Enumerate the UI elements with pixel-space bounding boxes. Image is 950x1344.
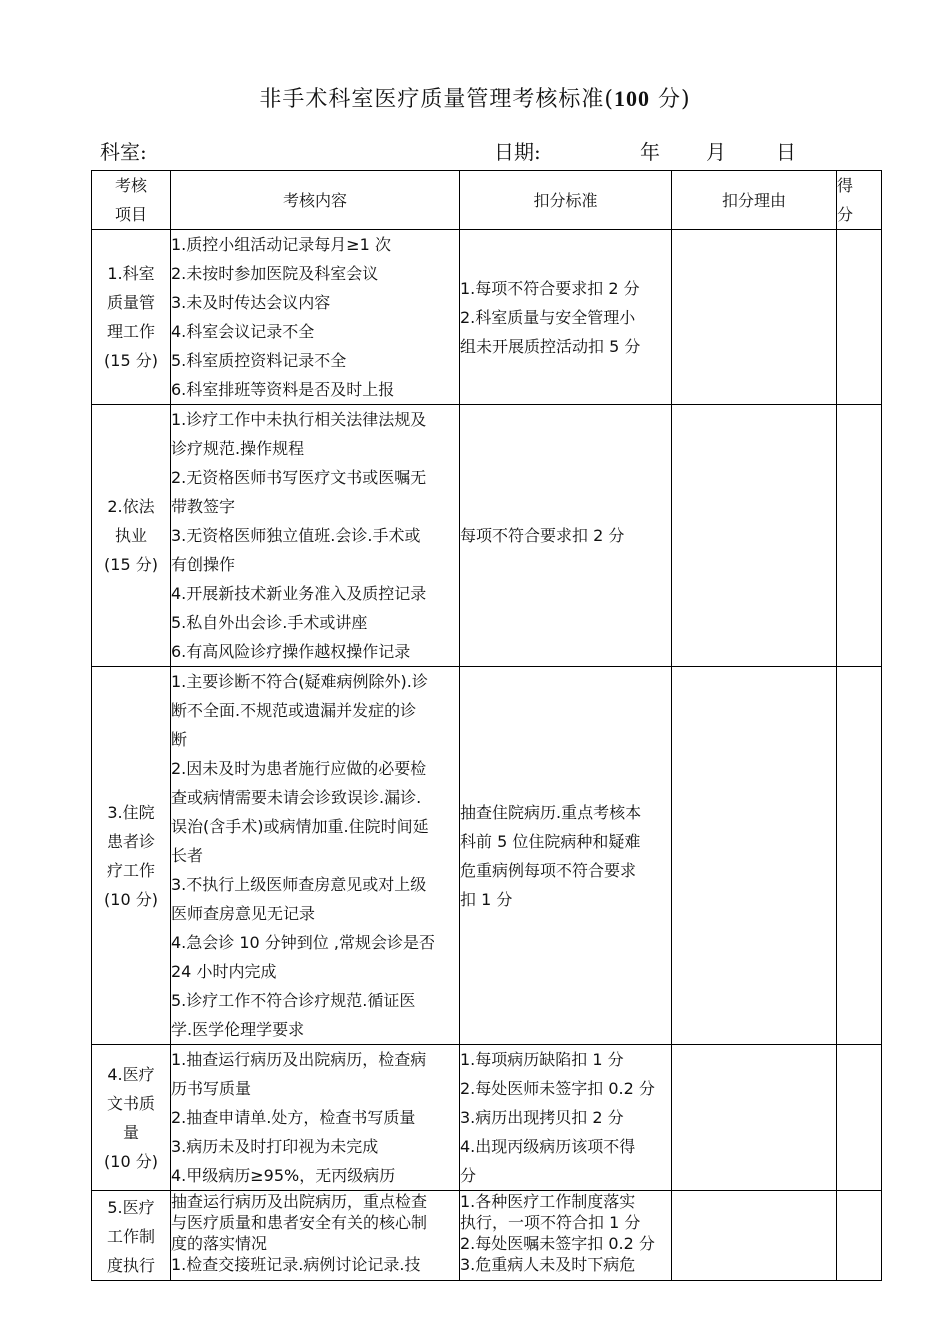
content-line: 度的落实情况 bbox=[171, 1234, 268, 1253]
item-line: 文书质 bbox=[106, 1093, 155, 1113]
header-criteria bbox=[460, 171, 672, 230]
header-text: 考核内容 bbox=[282, 190, 347, 210]
table-row bbox=[92, 1045, 882, 1191]
content-line: 3.未及时传达会议内容 bbox=[171, 293, 331, 312]
content-line: 3.病历未及时打印视为未完成 bbox=[171, 1137, 379, 1156]
item-line: 质量管 bbox=[106, 293, 155, 312]
content-line: 5.科室质控资料记录不全 bbox=[171, 351, 347, 370]
header-item bbox=[92, 171, 171, 230]
header-text: 扣分标准 bbox=[533, 190, 598, 210]
header-text: 项目 bbox=[114, 205, 147, 224]
document-title bbox=[0, 82, 950, 113]
content-line: 4.急会诊 10 分钟到位 ,常规会诊是否 bbox=[171, 933, 435, 952]
criteria-line: 1.每项病历缺陷扣 1 分 bbox=[460, 1050, 624, 1069]
content-line: 与医疗质量和患者安全有关的核心制 bbox=[171, 1213, 428, 1232]
item-line: 量 bbox=[122, 1122, 139, 1142]
item-line: (15 分) bbox=[104, 555, 158, 574]
criteria-cell bbox=[460, 1191, 672, 1281]
score-cell[interactable] bbox=[837, 1045, 882, 1191]
criteria-line: 4.出现丙级病历该项不得 bbox=[460, 1137, 636, 1156]
title-score: 100 bbox=[614, 86, 650, 111]
content-line: 抽查运行病历及出院病历，重点检查 bbox=[171, 1192, 428, 1211]
title-suffix: 分) bbox=[650, 87, 691, 112]
item-line: 疗工作 bbox=[106, 860, 155, 880]
item-line: 度执行 bbox=[106, 1256, 155, 1275]
reason-cell[interactable] bbox=[672, 667, 837, 1045]
item-line: 患者诊 bbox=[106, 831, 155, 851]
content-line: 断不全面.不规范或遗漏并发症的诊 bbox=[171, 701, 417, 720]
date-label: 日期: bbox=[494, 140, 541, 164]
department-label: 科室: bbox=[100, 140, 147, 164]
criteria-line: 2.科室质量与安全管理小 bbox=[460, 307, 636, 327]
criteria-line: 扣 1 分 bbox=[460, 889, 513, 909]
criteria-line: 科前 5 位住院病种和疑难 bbox=[460, 831, 641, 851]
reason-cell[interactable] bbox=[672, 1045, 837, 1191]
content-line: 2.因未及时为患者施行应做的必要检 bbox=[171, 759, 427, 778]
content-cell bbox=[171, 230, 460, 405]
content-cell bbox=[171, 405, 460, 667]
content-line: 医师查房意见无记录 bbox=[171, 904, 316, 923]
reason-cell[interactable] bbox=[672, 1191, 837, 1281]
content-line: 1.抽查运行病历及出院病历，检查病 bbox=[171, 1050, 427, 1069]
content-line: 查或病情需要未请会诊致误诊.漏诊. bbox=[171, 788, 422, 807]
score-cell[interactable] bbox=[837, 667, 882, 1045]
criteria-line: 3.危重病人未及时下病危 bbox=[460, 1255, 636, 1274]
header-text: 分 bbox=[837, 205, 854, 224]
content-cell bbox=[171, 667, 460, 1045]
content-line: 2.抽查申请单.处方，检查书写质量 bbox=[171, 1108, 416, 1127]
header-content bbox=[171, 171, 460, 230]
content-line: 长者 bbox=[171, 846, 204, 865]
content-line: 5.私自外出会诊.手术或讲座 bbox=[171, 613, 368, 632]
item-line: (10 分) bbox=[104, 1151, 158, 1171]
header-score bbox=[837, 171, 882, 230]
content-line: 2.无资格医师书写医疗文书或医嘱无 bbox=[171, 468, 427, 487]
content-cell bbox=[171, 1045, 460, 1191]
content-line: 6.有高风险诊疗操作越权操作记录 bbox=[171, 642, 411, 661]
header-row bbox=[92, 171, 882, 230]
criteria-cell bbox=[460, 405, 672, 667]
table-row bbox=[92, 667, 882, 1045]
content-line: 历书写质量 bbox=[171, 1079, 252, 1098]
content-line: 4.开展新技术新业务准入及质控记录 bbox=[171, 584, 427, 603]
item-line: (15 分) bbox=[104, 351, 158, 370]
content-line: 带教签字 bbox=[171, 497, 236, 516]
item-line: 1.科室 bbox=[107, 264, 155, 283]
item-cell bbox=[92, 667, 171, 1045]
header-reason bbox=[672, 171, 837, 230]
content-line: 1.诊疗工作中未执行相关法律法规及 bbox=[171, 410, 427, 429]
item-line: (10 分) bbox=[104, 889, 158, 909]
criteria-line: 组未开展质控活动扣 5 分 bbox=[460, 336, 641, 356]
table-row bbox=[92, 1191, 882, 1281]
criteria-line: 3.病历出现拷贝扣 2 分 bbox=[460, 1108, 624, 1127]
header-text: 得 bbox=[837, 176, 854, 195]
criteria-line: 危重病例每项不符合要求 bbox=[460, 860, 637, 880]
header-text: 考核 bbox=[114, 176, 147, 195]
item-cell bbox=[92, 405, 171, 667]
content-line: 5.诊疗工作不符合诊疗规范.循证医 bbox=[171, 991, 416, 1010]
item-cell bbox=[92, 1045, 171, 1191]
criteria-line: 每项不符合要求扣 2 分 bbox=[460, 526, 625, 545]
content-cell bbox=[171, 1191, 460, 1281]
content-line: 断 bbox=[171, 730, 188, 749]
content-line: 3.无资格医师独立值班.会诊.手术或 bbox=[171, 526, 421, 545]
criteria-line: 分 bbox=[460, 1166, 477, 1185]
assessment-table bbox=[91, 170, 882, 1281]
content-line: 诊疗规范.操作规程 bbox=[171, 439, 305, 458]
item-line: 理工作 bbox=[106, 322, 155, 341]
content-line: 6.科室排班等资料是否及时上报 bbox=[171, 380, 395, 399]
day-label: 日 bbox=[776, 140, 796, 164]
criteria-line: 抽查住院病历.重点考核本 bbox=[460, 802, 642, 822]
header-text: 扣分理由 bbox=[721, 190, 786, 210]
criteria-line: 执行，一项不符合扣 1 分 bbox=[460, 1213, 641, 1232]
content-line: 3.不执行上级医师查房意见或对上级 bbox=[171, 875, 427, 894]
item-line: 3.住院 bbox=[107, 802, 155, 822]
reason-cell[interactable] bbox=[672, 405, 837, 667]
content-line: 1.检查交接班记录.病例讨论记录.技 bbox=[171, 1255, 421, 1274]
content-line: 学.医学伦理学要求 bbox=[171, 1020, 305, 1039]
content-line: 1.主要诊断不符合(疑难病例除外).诊 bbox=[171, 672, 428, 691]
item-cell bbox=[92, 1191, 171, 1281]
reason-cell[interactable] bbox=[672, 230, 837, 405]
criteria-cell bbox=[460, 230, 672, 405]
content-line: 2.未按时参加医院及科室会议 bbox=[171, 264, 379, 283]
item-line: 执业 bbox=[114, 526, 147, 545]
item-line: 4.医疗 bbox=[107, 1064, 155, 1084]
criteria-line: 2.每处医师未签字扣 0.2 分 bbox=[460, 1079, 655, 1098]
content-line: 误治(含手术)或病情加重.住院时间延 bbox=[171, 817, 429, 836]
table-row bbox=[92, 230, 882, 405]
criteria-line: 1.各种医疗工作制度落实 bbox=[460, 1192, 636, 1211]
content-line: 4.科室会议记录不全 bbox=[171, 322, 315, 341]
criteria-cell bbox=[460, 1045, 672, 1191]
month-label: 月 bbox=[706, 140, 726, 164]
content-line: 1.质控小组活动记录每月≥1 次 bbox=[171, 235, 391, 254]
table-row bbox=[92, 405, 882, 667]
item-line: 工作制 bbox=[106, 1227, 155, 1246]
criteria-line: 2.每处医嘱未签字扣 0.2 分 bbox=[460, 1234, 655, 1253]
score-cell[interactable] bbox=[837, 1191, 882, 1281]
score-cell[interactable] bbox=[837, 230, 882, 405]
year-label: 年 bbox=[640, 140, 660, 164]
content-line: 24 小时内完成 bbox=[171, 962, 277, 981]
item-line: 2.依法 bbox=[107, 497, 155, 516]
item-line: 5.医疗 bbox=[107, 1198, 155, 1217]
score-cell[interactable] bbox=[837, 405, 882, 667]
content-line: 有创操作 bbox=[171, 555, 236, 574]
criteria-line: 1.每项不符合要求扣 2 分 bbox=[460, 278, 640, 298]
content-line: 4.甲级病历≥95%，无丙级病历 bbox=[171, 1166, 396, 1185]
criteria-cell bbox=[460, 667, 672, 1045]
title-text: 非手术科室医疗质量管理考核标准( bbox=[259, 87, 614, 112]
item-cell bbox=[92, 230, 171, 405]
